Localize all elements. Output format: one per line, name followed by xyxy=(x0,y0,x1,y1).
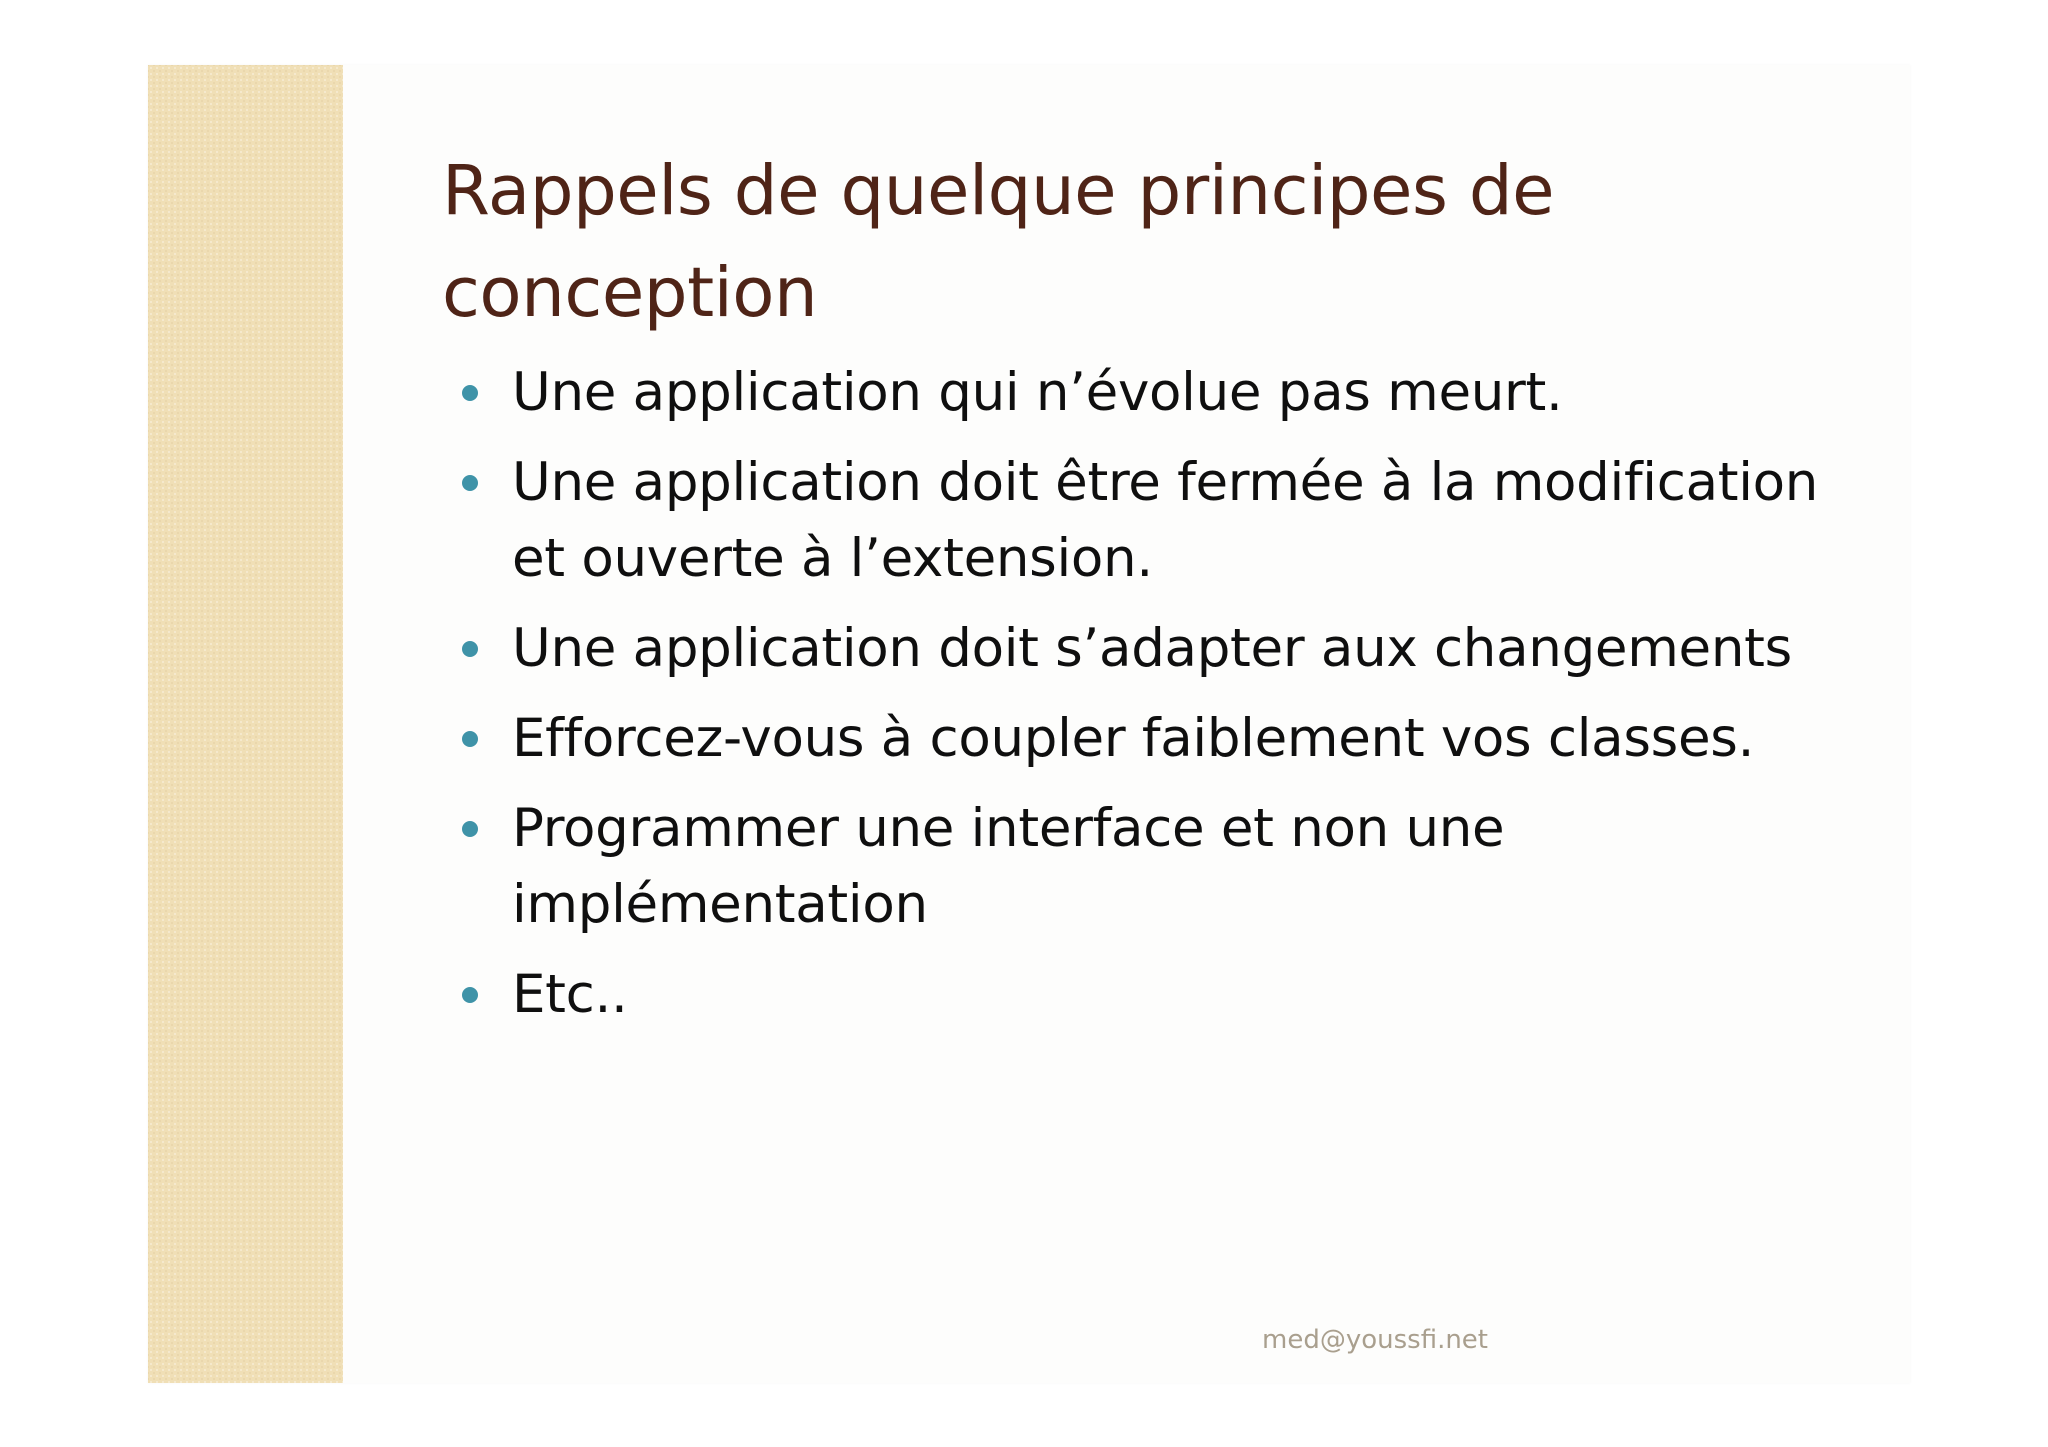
bullet-dot-icon xyxy=(462,475,478,491)
bullet-text: Efforcez-vous à coupler faiblement vos classes. xyxy=(512,708,1755,769)
bullet-dot-icon xyxy=(462,641,478,657)
bullet-item xyxy=(462,355,1862,431)
bullet-item xyxy=(462,957,1862,1033)
bullet-text: Une application qui n’évolue pas meurt. xyxy=(512,362,1563,423)
bullet-text: Une application doit s’adapter aux changements xyxy=(512,618,1792,679)
bullet-text: Etc.. xyxy=(512,964,628,1025)
bullet-dot-icon xyxy=(462,731,478,747)
bullet-text: Programmer une interface et non une implémentation xyxy=(512,798,1505,935)
footer-email: med@youssfi.net xyxy=(1262,1325,1489,1355)
decorative-sidebar xyxy=(148,65,343,1383)
bullet-text: Une application doit être fermée à la modification et ouverte à l’extension. xyxy=(512,452,1819,589)
bullet-item xyxy=(462,701,1862,777)
bullet-dot-icon xyxy=(462,987,478,1003)
bullet-item xyxy=(462,791,1862,943)
slide-title: Rappels de quelque principes de conception xyxy=(442,151,1555,333)
bullet-item xyxy=(462,445,1862,597)
bullet-list xyxy=(462,355,1862,1047)
bullet-dot-icon xyxy=(462,821,478,837)
bullet-item xyxy=(462,611,1862,687)
bullet-dot-icon xyxy=(462,385,478,401)
